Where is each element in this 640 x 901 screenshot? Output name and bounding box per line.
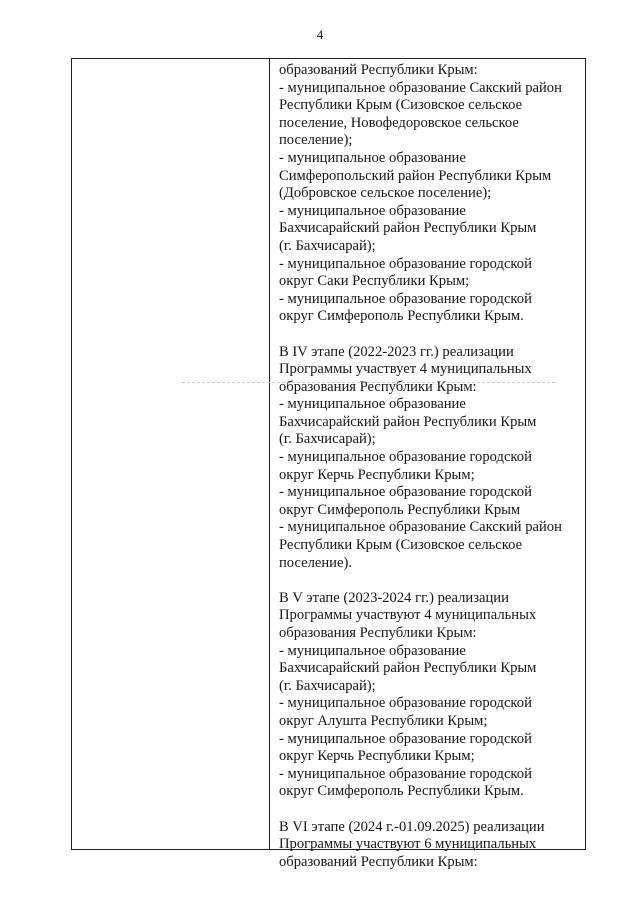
text-line: - муниципальное образование городской (279, 290, 532, 307)
text-line: Симферопольский район Республики Крым (279, 167, 552, 184)
text-line: В IV этапе (2022-2023 гг.) реализации (279, 343, 514, 360)
text-line: образования Республики Крым: (279, 625, 477, 641)
program-stages-cell (279, 62, 581, 871)
text-line: округ Керчь Республики Крым; (279, 466, 475, 483)
text-line: - муниципальное образование Сакский район (279, 79, 562, 96)
text-line: - муниципальное образование (279, 642, 466, 659)
text-line: округ Симферополь Республики Крым. (279, 308, 524, 325)
text-line: Программы участвуют 4 муниципальных (279, 607, 537, 624)
text-line: - муниципальное образование Сакский район (279, 519, 562, 536)
stage-paragraph (279, 62, 581, 326)
paragraph-gap (279, 572, 581, 590)
paragraph-gap (279, 326, 581, 344)
stage-paragraph (279, 344, 581, 573)
text-line: (г. Бахчисарай); (279, 237, 376, 254)
text-line: - муниципальное образование городской (279, 484, 532, 501)
text-line: В VI этапе (2024 г.-01.09.2025) реализации (279, 818, 545, 835)
text-line: - муниципальное образование городской (279, 765, 532, 782)
text-line: - муниципальное образование (279, 149, 466, 166)
text-line: поселение, Новофедоровское сельское (279, 114, 519, 131)
page-number: 4 (316, 27, 324, 42)
text-line: В V этапе (2023-2024 гг.) реализации (279, 589, 509, 606)
text-line: образования Республики Крым: (279, 378, 477, 395)
text-line: (г. Бахчисарай); (279, 677, 376, 694)
text-line: Бахчисарайский район Республики Крым (279, 660, 537, 677)
text-line: округ Симферополь Республики Крым. (279, 783, 524, 800)
stage-paragraph (279, 819, 581, 872)
text-line: округ Саки Республики Крым; (279, 273, 470, 290)
text-line: Республики Крым (Сизовское сельское (279, 537, 523, 554)
text-line: Программы участвуют 6 муниципальных (279, 836, 537, 853)
text-line: (г. Бахчисарай); (279, 431, 376, 448)
text-line: образований Республики Крым: (279, 62, 478, 78)
text-line: - муниципальное образование (279, 396, 466, 413)
text-line: Программы участвует 4 муниципальных (279, 361, 532, 378)
text-line: (Добровское сельское поселение); (279, 185, 492, 202)
text-line: - муниципальное образование городской (279, 695, 532, 712)
column-divider (269, 59, 270, 849)
text-line: - муниципальное образование (279, 202, 466, 219)
text-line: округ Керчь Республики Крым; (279, 748, 475, 765)
text-line: Бахчисарайский район Республики Крым (279, 413, 537, 430)
text-line: поселение). (279, 554, 352, 571)
text-line: - муниципальное образование городской (279, 449, 532, 466)
text-line: - муниципальное образование городской (279, 255, 532, 272)
text-line: округ Алушта Республики Крым; (279, 712, 488, 729)
stage-paragraph (279, 590, 581, 801)
text-line: Республики Крым (Сизовское сельское (279, 97, 523, 114)
text-line: образований Республики Крым: (279, 853, 478, 870)
text-line: округ Симферополь Республики Крым (279, 501, 521, 518)
paragraph-gap (279, 801, 581, 819)
text-line: Бахчисарайский район Республики Крым (279, 220, 537, 237)
document-table (71, 58, 586, 870)
text-line: поселение); (279, 132, 353, 149)
text-line: - муниципальное образование городской (279, 730, 532, 747)
